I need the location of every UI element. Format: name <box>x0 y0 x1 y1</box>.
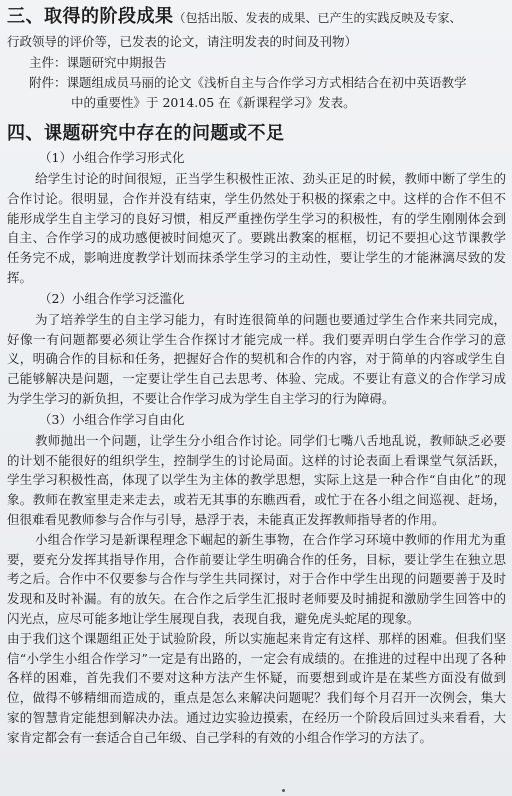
paragraph-1: 给学生讨论的时间很短，正当学生积极性正浓、劲头正足的时候，教师中断了学生的合作讨论。很明显，合作并没有结束，学生仍然处于积极的探索之中。这样的合作不但不能形成学生自主学习的良好习惯，相反严重挫伤学生学习的积极性，有的学生刚刚体会到自主、合作学习的成功感便被时间熄灭了。要跳出教案的框框，切记不要担心这节课教学任务完不成，影响进度教学计划而抹杀学生学习的主动性，要让学生的才能淋漓尽致的发挥。 <box>7 171 506 285</box>
section-3-heading <box>7 4 506 31</box>
paragraph-4: 小组合作学习是新课程理念下崛起的新生事物，在合作学习环境中教师的作用尤为重要，要充分发挥其指导作用，合作前要让学生明确合作的任务，目标，要让学生在独立思考之后。合作中不仅要参与合作与学生共同探讨，对于合作中学生出现的问题要善于及时发现和及时补漏。有的放矢。在合作之后学生汇报时老师要及时捕捉和激励学生回答中的闪光点，应尽可能多地让学生展现自我，表现自我，避免虎头蛇尾的现象。 <box>7 531 506 626</box>
paragraph-3: 教师抛出一个问题，让学生分小组合作讨论。同学们七嘴八舌地乱说，教师缺乏必要的计划不能很好的组织学生，控制学生的讨论局面。这样的讨论表面上看课堂气氛活跃，学生学习积极性高，体现了以学生为主体的教学思想，实际上这是一种合作“自由化”的现象。教师在教室里走来走去，或若无其事的东瞧西看，或忙于在各小组之间巡视、赶场，但很难看见教师参与合作与引导，悬浮于表，未能真正发挥教师指导者的作用。 <box>7 432 506 527</box>
paragraph-2: 为了培养学生的自主学习能力，有时连很简单的问题也要通过学生合作来共同完成，好像一有问题都要必须让学生合作探讨才能完成一样。我们要弄明白学生合作学习的意义，明确合作的目标和任务，把握好合作的契机和合作的内容，对于简单的内容或学生自己能够解决是问题，一定要让学生自己去思考、体验、完成。不要让有意义的合作学习成为学生学习的新负担，不要让合作学习成为学生自主学习的行为障碍。 <box>7 311 506 406</box>
section-3-title-note: （包括出版、发表的成果、已产生的实践反映及专家、 <box>173 11 462 25</box>
section-3-note: 行政领导的评价等，已发表的论文，请注明发表的时间及刊物） <box>7 34 358 49</box>
paragraph-5: 由于我们这个课题组正处于试验阶段，所以实施起来肯定有这样、那样的困难。但我们坚信“小学生小组合作学习”一定是有出路的，一定会有成绩的。在推进的过程中出现了各种各样的困难，首先我们不要对这种方法产生怀疑，而要想到或许是在某些方面没有做到位，做得不够精细而造成的，重点是怎么来解决问题呢？我们每个月召开一次例会，集大家的智慧肯定能想到解决办法。通过边实验边摸索，在经历一个阶段后回过头来看看，大家肯定都会有一套适合自己年级、自己学科的有效的小组合作学习的方法了。 <box>7 630 506 745</box>
attachment-text: 附件：课题组成员马丽的论文《浅析自主与合作学习方式相结合在初中英语教学 <box>29 75 467 90</box>
section-4-heading: 四、课题研究中存在的问题或不足 <box>7 123 285 144</box>
subheading-1: （1）小组合作学习形式化 <box>39 150 185 165</box>
main-document-line: 主件：课题研究中期报告 <box>29 55 167 70</box>
subheading-3: （3）小组合作学习自由化 <box>39 411 185 427</box>
page-dot-mark <box>282 789 285 792</box>
section-3-title: 三、取得的阶段成果 <box>7 6 174 27</box>
attachment-line <box>7 73 506 113</box>
subheading-2: （2）小组合作学习泛滥化 <box>39 290 185 306</box>
attachment-text-cont: 中的重要性》于 2014.05 在《新课程学习》发表。 <box>71 95 356 110</box>
